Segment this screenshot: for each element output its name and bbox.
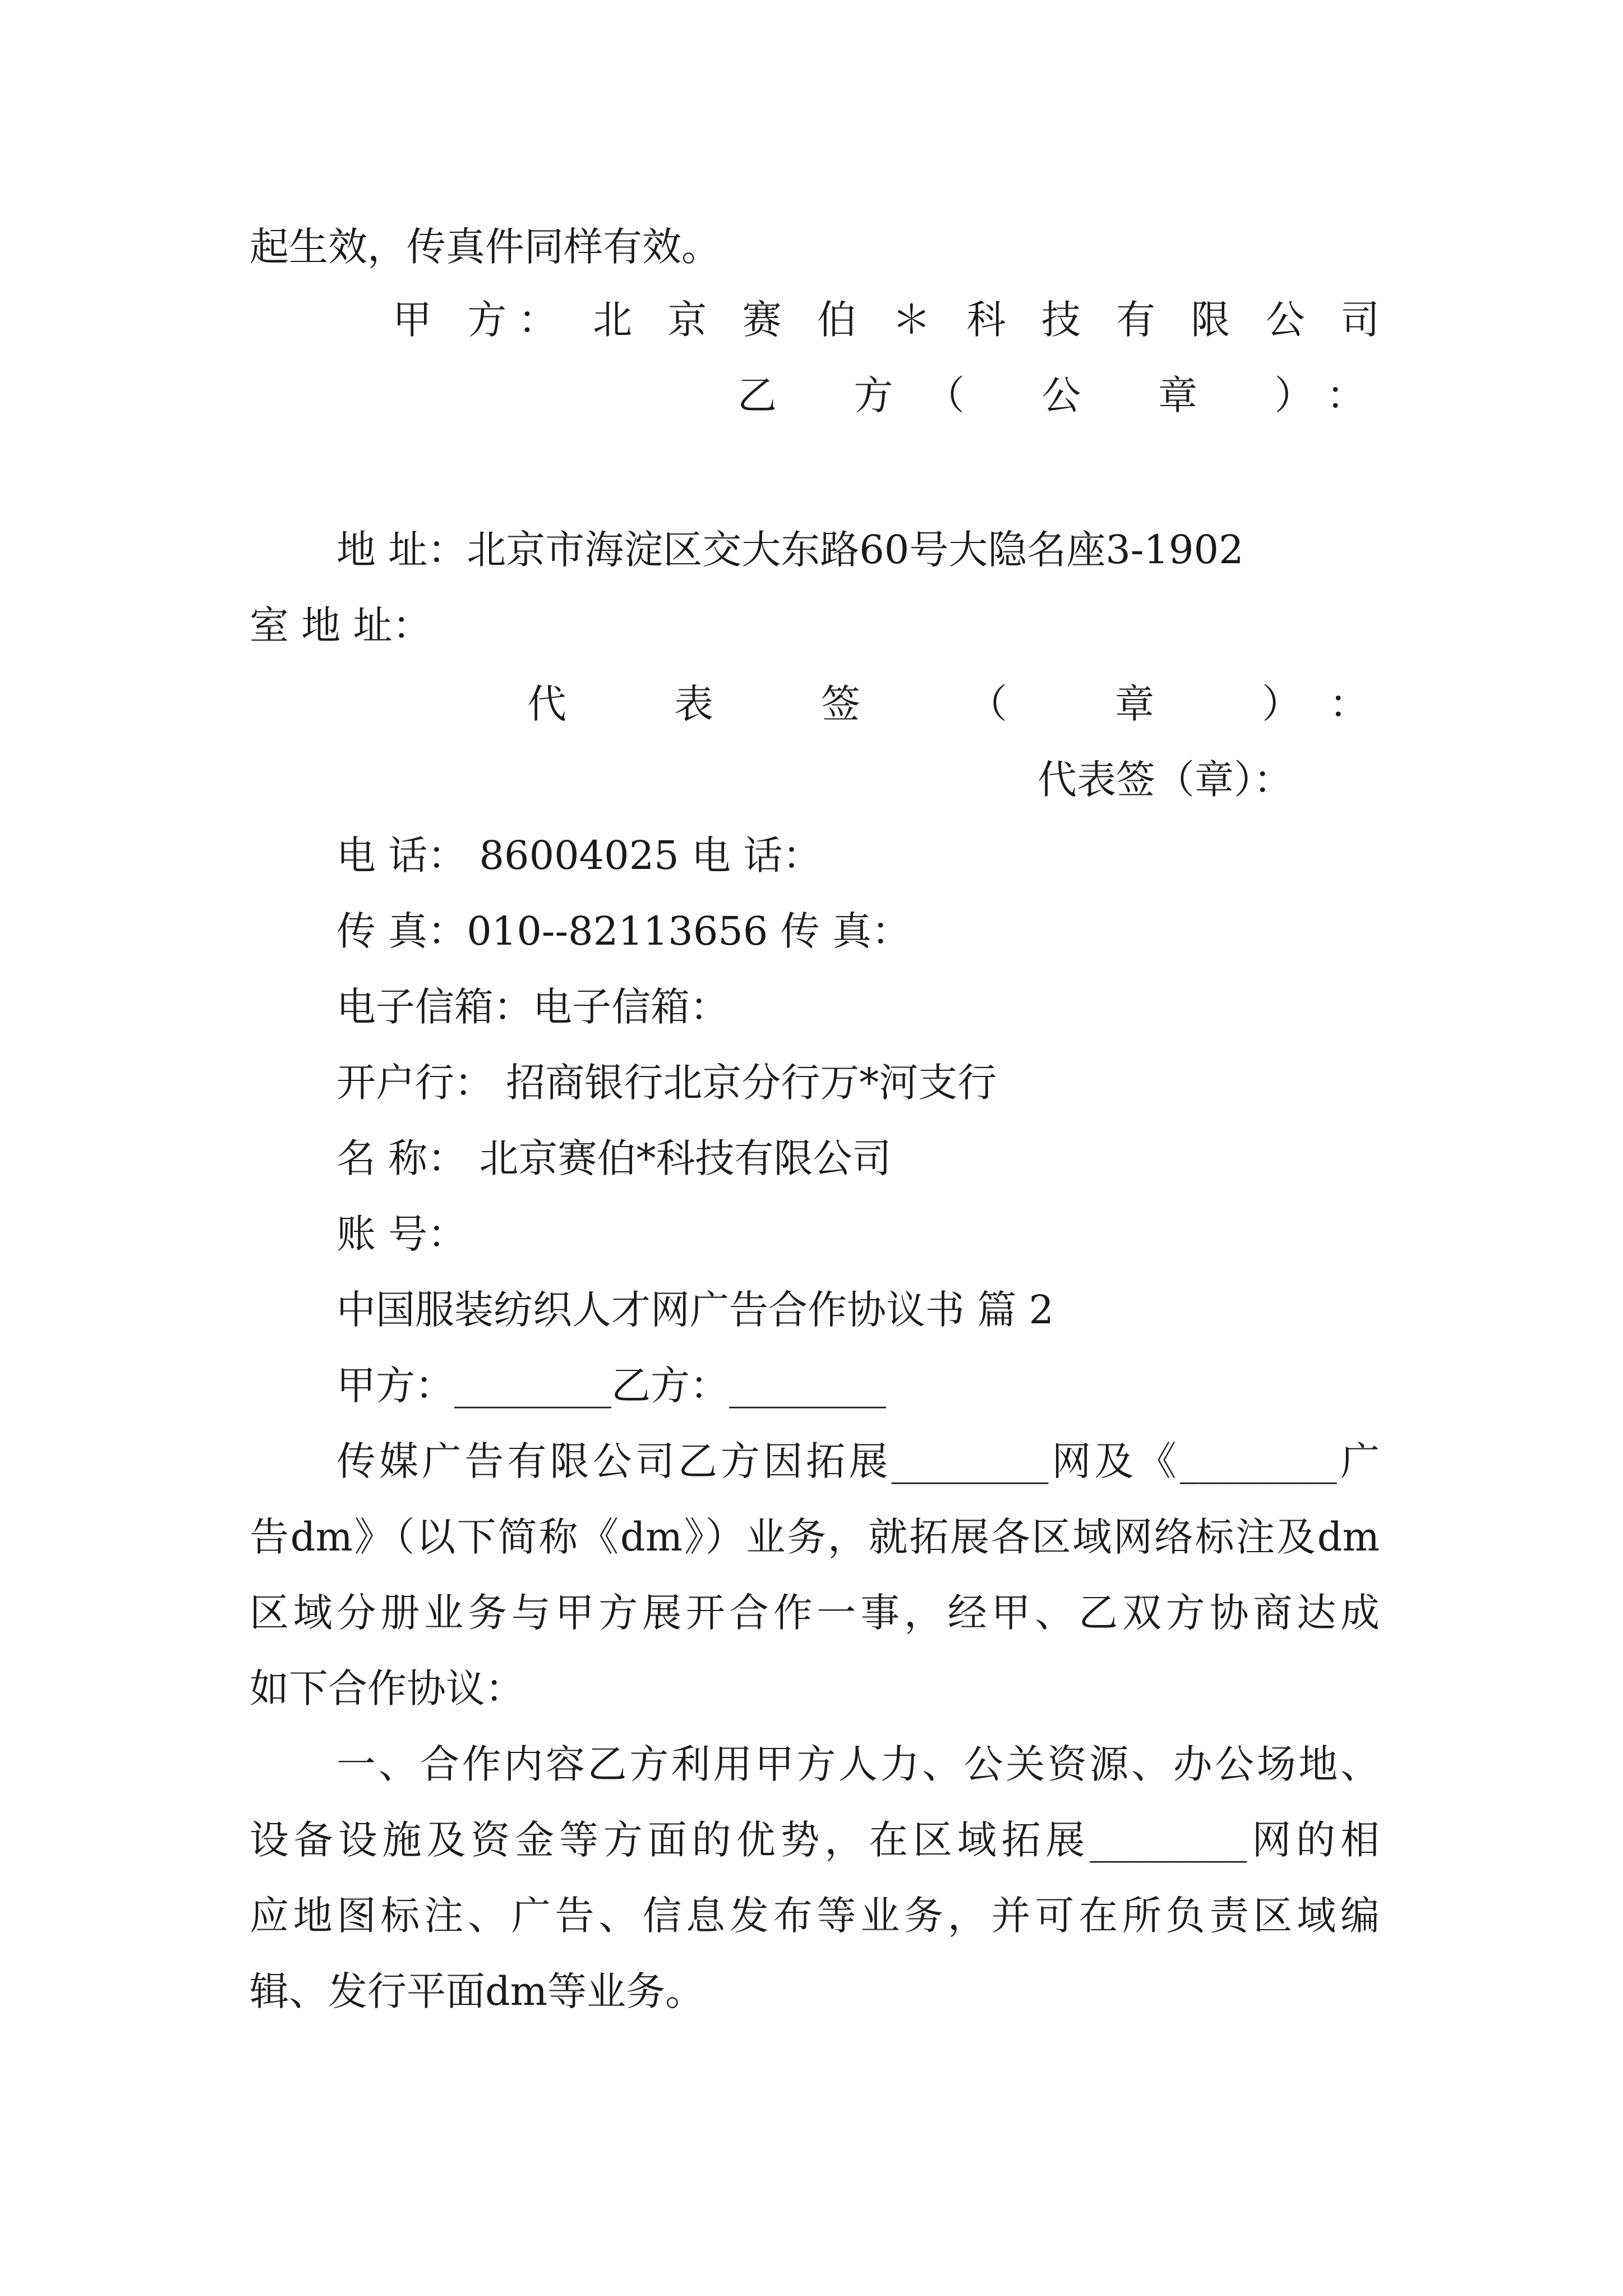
parties-blank-line: 甲方：________乙方：________ bbox=[336, 1363, 886, 1409]
address-line-b: 室 地 址： bbox=[250, 602, 432, 648]
email-line: 电子信箱：电子信箱： bbox=[336, 984, 729, 1030]
account-line: 账 号： bbox=[336, 1211, 467, 1257]
paragraph-1-line-2: 告dm》（以下简称《dm》）业务，就拓展各区域网络标注及dm bbox=[250, 1514, 1380, 1560]
paragraph-2-line-1: 一、合作内容乙方利用甲方人力、公关资源、办公场地、 bbox=[336, 1741, 1380, 1787]
name-line: 名 称： 北京赛伯*科技有限公司 bbox=[336, 1135, 892, 1181]
paragraph-2-line-3: 应地图标注、广告、信息发布等业务，并可在所负责区域编 bbox=[250, 1893, 1380, 1939]
paragraph-1-line-3: 区域分册业务与甲方展开合作一事，经甲、乙双方协商达成 bbox=[250, 1590, 1380, 1636]
representative-sign-line: 代 表 签 （ 章 ）： bbox=[527, 681, 1368, 727]
representative-sign-line-b: 代表签（章）： bbox=[1038, 757, 1293, 803]
bank-line: 开户行： 招商银行北京分行万*河支行 bbox=[336, 1060, 997, 1106]
party-b-seal-line: 乙 方（ 公 章 ）： bbox=[737, 372, 1366, 418]
section-title: 中国服装纺织人才网广告合作协议书 篇 2 bbox=[336, 1287, 1054, 1333]
paragraph-1-line-4: 如下合作协议： bbox=[250, 1665, 524, 1711]
paragraph-2-line-2: 设备设施及资金等方面的优势，在区域拓展________网的相 bbox=[250, 1817, 1380, 1863]
paragraph-2-line-4: 辑、发行平面dm等业务。 bbox=[250, 1968, 705, 2014]
fax-line: 传 真：010--82113656 传 真： bbox=[336, 908, 911, 954]
paragraph-1-line-1: 传媒广告有限公司乙方因拓展________网及《________广 bbox=[336, 1438, 1380, 1484]
party-a-line: 甲 方： 北 京 赛 伯 ＊ 科 技 有 限 公 司 bbox=[393, 297, 1380, 343]
phone-line: 电 话： 86004025 电 话： bbox=[336, 832, 822, 878]
doc-line-1: 起生效，传真件同样有效。 bbox=[250, 224, 721, 270]
address-line-a: 地 址：北京市海淀区交大东路60号大隐名座3-1902 bbox=[336, 527, 1244, 573]
